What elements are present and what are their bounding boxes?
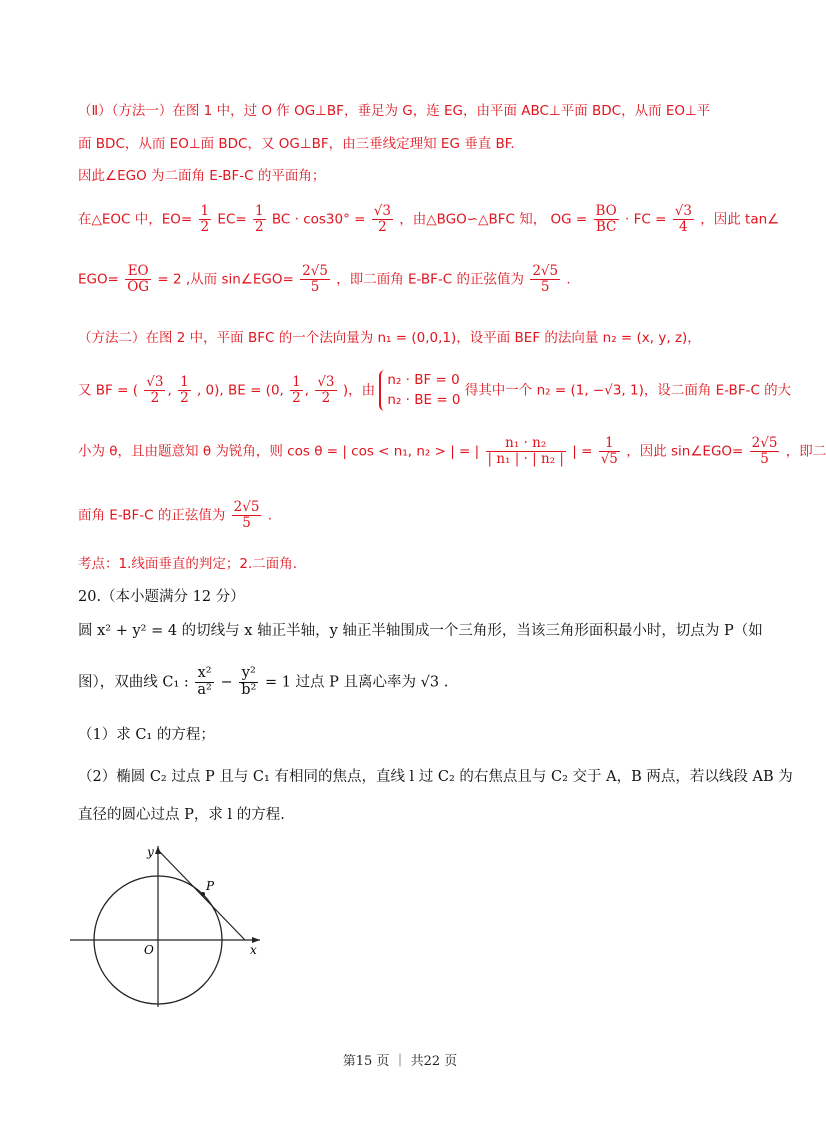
numerator: √3 [674,203,692,219]
denominator: a² [197,681,212,698]
fraction-half [290,375,303,406]
fraction-y2-b2 [239,666,258,699]
solution-line-5 [78,264,740,295]
text-seg: 又 BF = ( [78,382,138,399]
denominator: 2 [321,389,331,406]
text-seg: 得其中一个 n₂ = (1, −√3, 1)，设二面角 E-BF-C 的大 [464,382,792,399]
fraction-x2-a2 [195,666,213,699]
denominator: | n₁ | · | n₂ | [487,450,564,467]
fraction-2sqrt5-over-5 [750,436,780,467]
denominator: √5 [600,450,618,467]
problem-line-1: 圆 x² + y² = 4 的切线与 x 轴正半轴，y 轴正半轴围成一个三角形，当该三角形面积最小时，切点为 P（如 [78,623,763,639]
system-eq-2: n₂ · BE = 0 [387,392,461,409]
denominator: 5 [760,450,769,467]
text-seg: EGO= [78,271,119,288]
numerator: n₁ · n₂ [486,436,566,452]
kaodian-note: 考点：1.线面垂直的判定；2.二面角. [78,556,298,572]
numerator: x² [195,666,213,683]
solution-line-2: 面 BDC，从而 EO⊥面 BDC，又 OG⊥BF，由三垂线定理知 EG 垂直 BF. [78,136,515,152]
numerator: EO [125,264,151,280]
numerator: 1 [599,436,620,452]
text-seg: ，因此 sin∠EGO= [626,443,744,460]
numerator: 2√5 [751,435,778,451]
problem-part-2: （2）椭圆 C₂ 过点 P 且与 C₁ 有相同的焦点，直线 l 过 C₂ 的右焦点且与 C₂ 交于 A，B 两点，若以线段 AB 为 [78,769,793,785]
text-seg: EC= [217,211,247,228]
fraction-2sqrt5-over-5 [530,264,560,295]
solution-line-6: （方法二）在图 2 中，平面 BFC 的一个法向量为 n₁ = (0,0,1)，设平面 BEF 的法向量 n₂ = (x, y, z)， [78,330,701,346]
problem-line-2 [78,666,740,699]
numerator: √3 [373,203,391,219]
text-seg: ，即二面角 E-BF-C 的正弦值为 [336,271,525,288]
fraction-half [199,204,212,235]
text-seg: BC · cos30° = [271,211,366,228]
page-footer: 第15 页 ｜ 共22 页 [342,1054,458,1069]
denominator: BC [595,218,617,235]
numerator: 1 [180,373,189,390]
denominator: 2 [150,389,160,406]
solution-line-7: 又 BF = ( $\frac{√3}{2}$ , $\frac{1}{2}$ , 0), BE = (0, $\frac{1}{2}$ , $\frac{√3}{2}$ )，由 n₂ · BF = 0 n₂ · BE = 0 得其中一个 n₂ = (1, −√3, 1)，设二面角 E-BF-C 的大 [78,370,740,411]
numerator: √3 [317,373,335,390]
numerator: √3 [146,373,164,390]
denominator: 5 [540,278,550,295]
fraction-sqrt3-over-2 [315,375,336,406]
problem-number: 20.（本小题满分 12 分） [78,589,245,605]
fraction-bo-bc [594,204,619,235]
text-seg: | = [572,443,593,460]
label-p: P [206,879,215,893]
denominator: 2 [378,218,387,235]
text-seg: ，即二 [785,443,826,460]
solution-line-8 [78,435,826,467]
fraction-half [253,204,266,235]
circle-tangent-figure [70,842,270,1012]
text-seg: − [220,674,233,691]
denominator: 2 [180,389,189,406]
solution-line-9 [78,500,740,531]
numerator: 2√5 [532,263,559,279]
denominator: OG [127,278,150,295]
fraction-2sqrt5-over-5 [232,500,262,531]
problem-line-5: 直径的圆心过点 P，求 l 的方程. [78,807,285,823]
system-eq-1: n₂ · BF = 0 [387,372,460,388]
fraction-sqrt3-over-4 [673,204,694,235]
fraction-1-over-sqrt5 [599,436,620,467]
text-seg: 在△EOC 中，EO= [78,211,193,228]
text-seg: , 0), BE = (0, [196,382,284,399]
text-seg: 图），双曲线 C₁ : [78,674,189,691]
text-seg: . [267,507,272,524]
text-seg: OG = [550,211,588,228]
text-seg: 小为 θ，且由题意知 θ 为锐角，则 cos θ = | cos < n₁, n₂ > | = | [78,443,480,460]
solution-line-1: （Ⅱ）（方法一）在图 1 中，过 O 作 OG⊥BF，垂足为 G，连 EG，由平面 ABC⊥平面 BDC，从而 EO⊥平 [78,103,711,119]
fraction-eo-og [125,264,151,295]
label-y: y [147,845,154,859]
text-seg: = 2 ,从而 sin∠EGO= [157,271,294,288]
denominator: 5 [310,278,320,295]
numerator: 2√5 [302,263,328,279]
text-seg: · FC = [625,211,667,228]
solution-line-4 [78,203,780,235]
fraction-sqrt3-over-2 [144,375,165,406]
fraction-2sqrt5-over-5 [300,264,330,295]
text-seg: ，因此 tan∠ [700,211,780,228]
denominator: 2 [292,389,301,406]
denominator: 2 [200,218,210,235]
denominator: 4 [679,218,688,235]
denominator: 2 [255,218,264,235]
numerator: 1 [200,203,210,219]
text-seg: 面角 E-BF-C 的正弦值为 [78,507,226,524]
label-x: x [250,943,257,957]
solution-line-3: 因此∠EGO 为二面角 E-BF-C 的平面角； [78,168,326,184]
point-p [201,892,205,896]
text-seg: )，由 [342,382,376,399]
denominator: b² [241,681,257,698]
numerator: 2√5 [233,499,260,515]
denominator: 5 [242,514,251,531]
text-seg: ，由△BGO∽△BFC 知， [399,211,547,228]
fraction-dot-product [486,436,566,467]
equation-system [379,370,460,411]
numerator: 1 [292,373,301,390]
numerator: y² [239,666,258,683]
problem-part-1: （1）求 C₁ 的方程； [78,727,215,743]
label-o: O [144,943,154,957]
text-seg: . [566,271,571,288]
numerator: 1 [255,203,264,219]
fraction-half [178,375,191,406]
numerator: BO [595,203,617,219]
fraction-sqrt3-over-2 [372,204,393,235]
text-seg: = 1 过点 P 且离心率为 √3 . [264,674,449,691]
